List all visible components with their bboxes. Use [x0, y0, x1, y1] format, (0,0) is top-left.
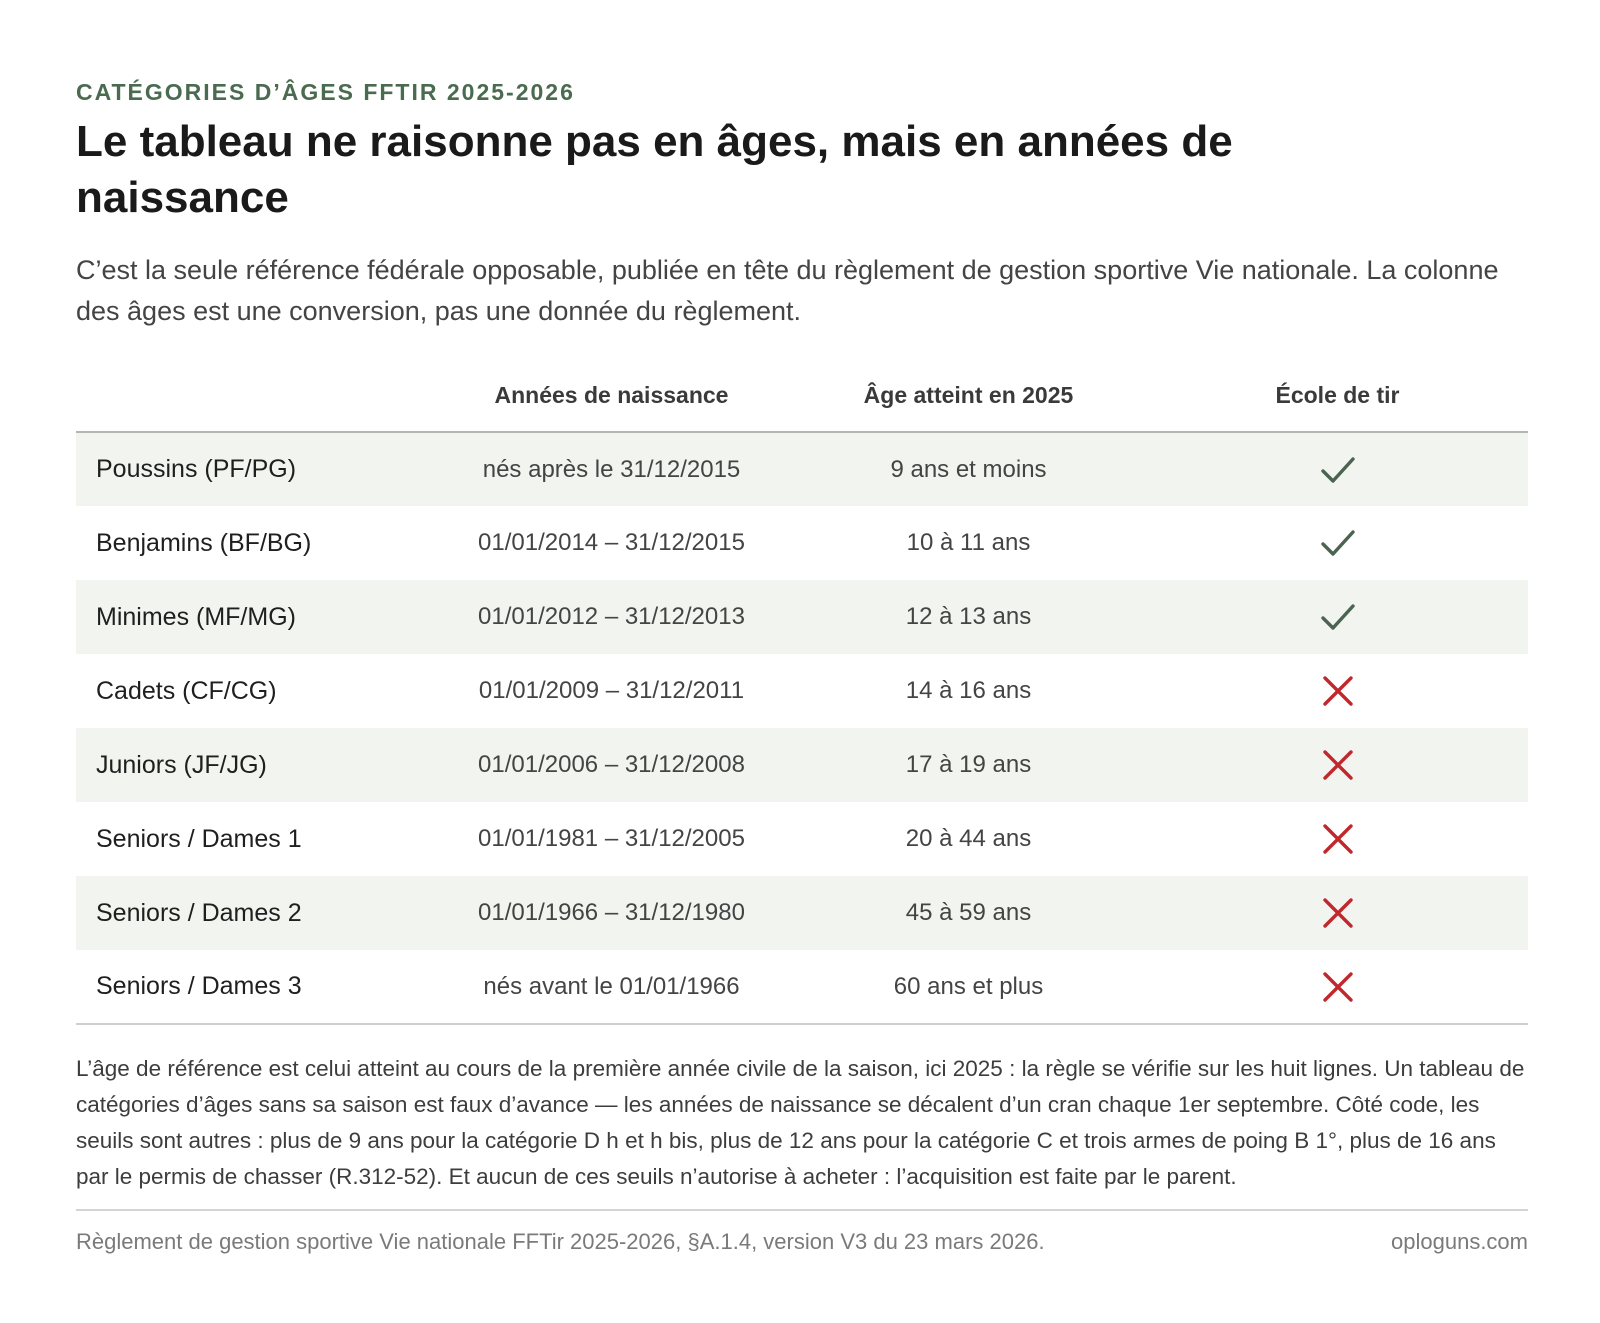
- cross-icon: [1320, 673, 1356, 709]
- table-row: [76, 580, 1528, 654]
- age-cell: 60 ans et plus: [790, 950, 1147, 1024]
- shooting-school-cell: [1147, 876, 1528, 950]
- age-cell: 17 à 19 ans: [790, 728, 1147, 802]
- source-citation: Règlement de gestion sportive Vie nationale FFTir 2025-2026, §A.1.4, version V3 du 23 mars 2026.: [76, 1229, 1045, 1254]
- footnote: L’âge de référence est celui atteint au cours de la première année civile de la saison, ici 2025 : la règle se vérifie sur les huit lignes. Un tableau de catégories d’âges sans sa saison est faux d’avance — les années de naissance se décalent d’un cran chaque 1er septembre. Côté code, les seuils sont autres : plus de 9 ans pour la catégorie D h et h bis, plus de 12 ans pour la catégorie C et trois armes de poing B 1°, plus de 16 ans par le permis de chasser (R.312-52). Et aucun de ces seuils n’autorise à acheter : l’acquisition est faite par le parent.: [76, 1056, 1525, 1189]
- eyebrow: CATÉGORIES D’ÂGES FFTIR 2025-2026: [76, 79, 575, 105]
- cross-icon: [1320, 969, 1356, 1005]
- age-cell: 9 ans et moins: [790, 432, 1147, 506]
- cross-icon: [1320, 895, 1356, 931]
- category-cell: Seniors / Dames 2: [76, 876, 433, 950]
- age-cell: 12 à 13 ans: [790, 580, 1147, 654]
- table-header-row: [76, 360, 1528, 432]
- shooting-school-cell: [1147, 728, 1528, 802]
- category-cell: Seniors / Dames 3: [76, 950, 433, 1024]
- shooting-school-cell: [1147, 950, 1528, 1024]
- age-cell: 10 à 11 ans: [906, 529, 1031, 556]
- category-cell: Poussins (PF/PG): [76, 432, 433, 506]
- birth-years-cell: nés avant le 01/01/1966: [433, 950, 790, 1024]
- column-header-shooting-school: École de tir: [1147, 360, 1528, 432]
- lede-paragraph: C’est la seule référence fédérale opposable, publiée en tête du règlement de gestion sportive Vie nationale. La colonne des âges est une conversion, pas une donnée du règlement.: [76, 255, 1499, 326]
- shooting-school-cell: [1147, 580, 1528, 654]
- site-name: oploguns.com: [1391, 1229, 1528, 1254]
- table-row: [76, 950, 1528, 1024]
- categories-table: [76, 360, 1528, 1025]
- cross-icon: [1320, 821, 1356, 857]
- age-cell: 20 à 44 ans: [905, 825, 1032, 852]
- category-cell: Minimes (MF/MG): [76, 580, 433, 654]
- table-row: [76, 876, 1528, 950]
- birth-years-cell: 01/01/1981 – 31/12/2005: [478, 825, 745, 852]
- birth-years-cell: 01/01/1966 – 31/12/1980: [433, 876, 790, 950]
- table-row: [76, 506, 1528, 580]
- check-icon: [1320, 452, 1356, 488]
- check-icon: [1320, 525, 1356, 561]
- footer: [76, 1227, 1528, 1257]
- column-header-age: Âge atteint en 2025: [790, 360, 1147, 432]
- category-cell: Seniors / Dames 1: [96, 824, 302, 853]
- category-cell: Cadets (CF/CG): [96, 676, 277, 705]
- shooting-school-cell: [1147, 654, 1528, 728]
- table-row: [76, 802, 1528, 876]
- category-cell: Benjamins (BF/BG): [96, 528, 312, 557]
- table-row: [76, 654, 1528, 728]
- divider: [76, 1209, 1528, 1211]
- table-row: [76, 728, 1528, 802]
- age-cell: 45 à 59 ans: [790, 876, 1147, 950]
- column-header-birth-years: Années de naissance: [433, 360, 790, 432]
- shooting-school-cell: [1147, 506, 1528, 580]
- cross-icon: [1320, 747, 1356, 783]
- check-icon: [1320, 599, 1356, 635]
- column-header-category: [76, 360, 433, 432]
- shooting-school-cell: [1147, 802, 1528, 876]
- birth-years-cell: 01/01/2009 – 31/12/2011: [478, 677, 745, 704]
- table-row: [76, 432, 1528, 506]
- page-title: Le tableau ne raisonne pas en âges, mais en années de naissance: [76, 117, 1233, 222]
- birth-years-cell: nés après le 31/12/2015: [433, 432, 790, 506]
- birth-years-cell: 01/01/2014 – 31/12/2015: [478, 529, 745, 556]
- birth-years-cell: 01/01/2006 – 31/12/2008: [433, 728, 790, 802]
- age-cell: 14 à 16 ans: [905, 677, 1032, 704]
- shooting-school-cell: [1147, 432, 1528, 506]
- birth-years-cell: 01/01/2012 – 31/12/2013: [433, 580, 790, 654]
- category-cell: Juniors (JF/JG): [76, 728, 433, 802]
